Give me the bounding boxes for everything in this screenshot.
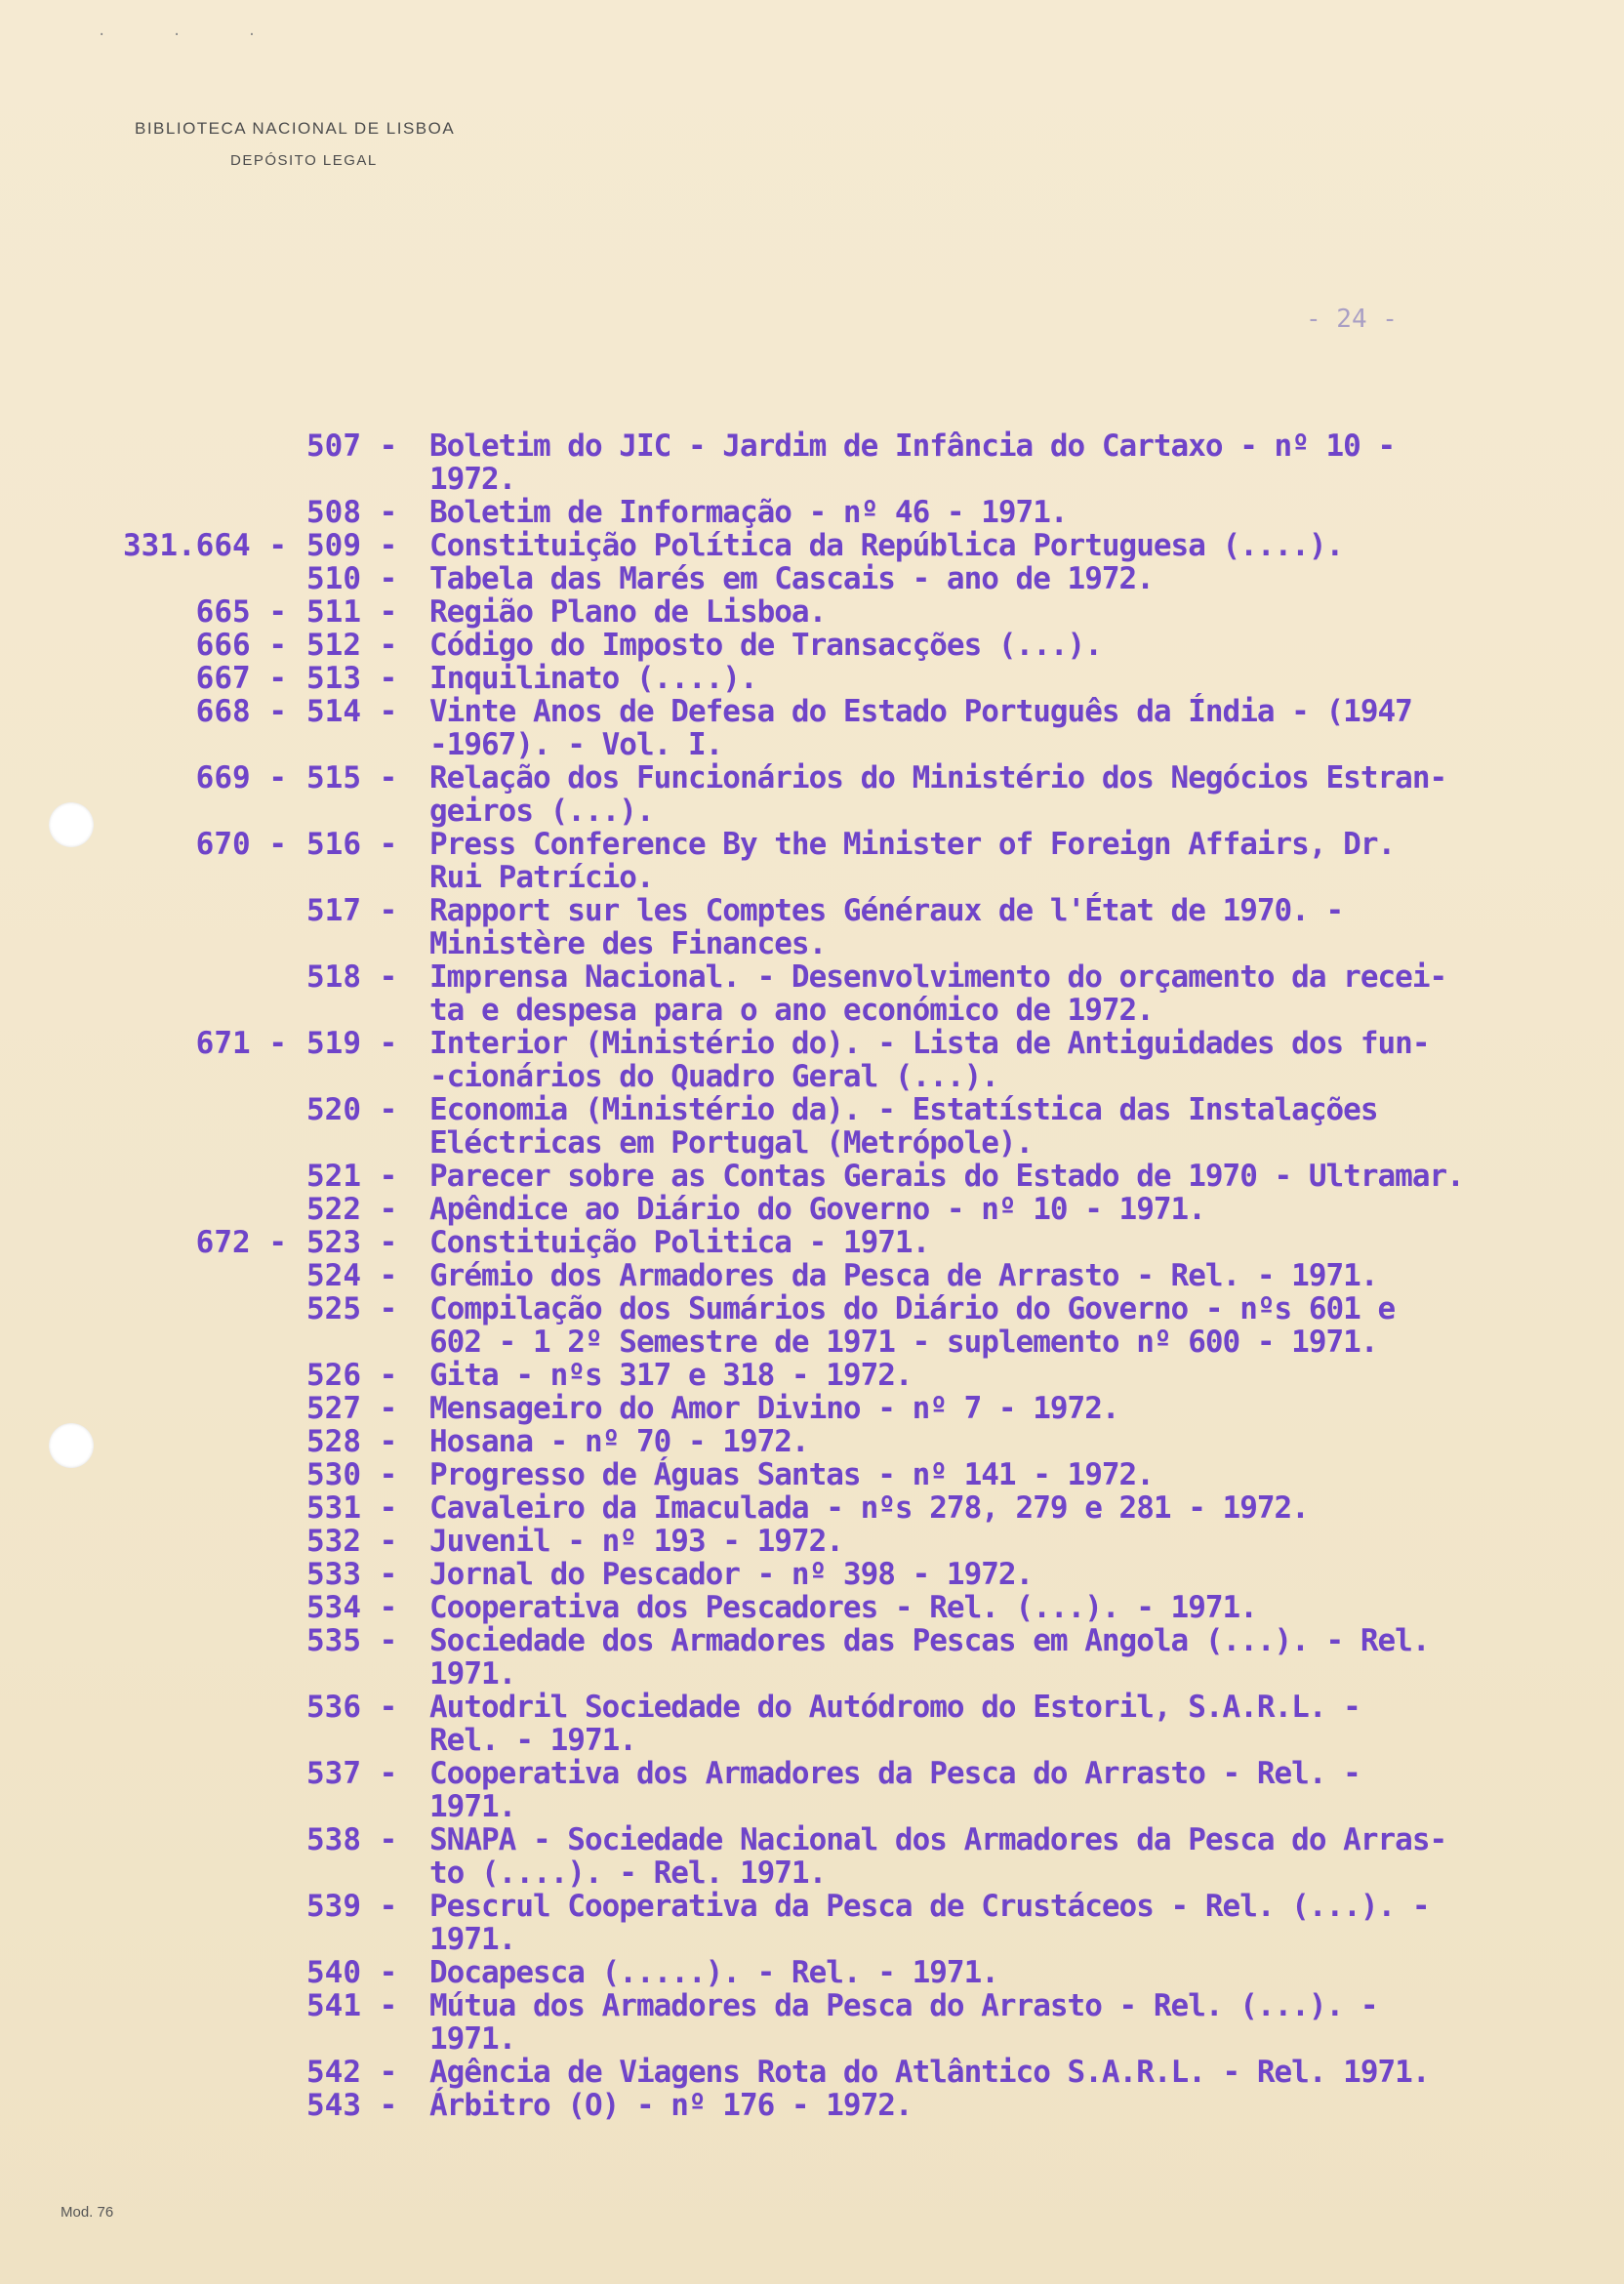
entry-number: 535 - (306, 1623, 398, 1658)
entry-title: Juvenil - nº 193 - 1972. (429, 1524, 843, 1559)
entry-number: 541 - (306, 1988, 398, 2023)
entry-title: Constituição Politica - 1971. (429, 1225, 930, 1260)
form-code: Mod. 76 (61, 2204, 114, 2221)
list-item (0, 1226, 1624, 1259)
entry-number: 531 - (306, 1490, 398, 1526)
list-item (0, 1425, 1624, 1458)
list-item (0, 1823, 1624, 1890)
entry-title: Relação dos Funcionários do Ministério dos Negócios Estran- geiros (...). (429, 760, 1447, 829)
entry-number: 527 - (306, 1391, 398, 1426)
classification-number: 670 - (195, 827, 287, 862)
classification-number (0, 1193, 293, 1226)
list-item (0, 1591, 1624, 1624)
entry-number: 511 - (306, 594, 398, 630)
entry-title: Hosana - nº 70 - 1972. (429, 1424, 809, 1459)
entry-number: 521 - (306, 1159, 398, 1194)
paper-specks: · · · (98, 27, 286, 43)
entry-list (0, 429, 1624, 2122)
classification-number (0, 429, 293, 496)
entry-number: 543 - (306, 2088, 398, 2123)
list-item (0, 1558, 1624, 1591)
entry-number: 509 - (306, 528, 398, 563)
classification-number: 669 - (195, 760, 287, 795)
classification-number (0, 1757, 293, 1823)
classification-number (0, 1890, 293, 1956)
entry-title: Boletim do JIC - Jardim de Infância do Cartaxo - nº 10 - 1972. (429, 428, 1396, 497)
list-item (0, 529, 1624, 562)
entry-title: Agência de Viagens Rota do Atlântico S.A.R.L. - Rel. 1971. (429, 2055, 1430, 2090)
classification-number (0, 1624, 293, 1691)
entry-title: Imprensa Nacional. - Desenvolvimento do orçamento da recei- ta e despesa para o ano económico de 1972. (429, 959, 1447, 1028)
entry-title: Código do Imposto de Transacções (...). (429, 628, 1102, 663)
entry-title: Tabela das Marés em Cascais - ano de 1972. (429, 561, 1154, 596)
classification-number (0, 1491, 293, 1525)
entry-title: SNAPA - Sociedade Nacional dos Armadores da Pesca do Arras- to (....). - Rel. 1971. (429, 1822, 1447, 1891)
classification-number (0, 1425, 293, 1458)
entry-title: Jornal do Pescador - nº 398 - 1972. (429, 1557, 1034, 1592)
classification-number (0, 2089, 293, 2122)
list-item (0, 960, 1624, 1027)
entry-number: 507 - (306, 428, 398, 464)
classification-number (0, 1558, 293, 1591)
classification-number (0, 1691, 293, 1757)
entry-number: 523 - (306, 1225, 398, 1260)
entry-number: 528 - (306, 1424, 398, 1459)
list-item (0, 1392, 1624, 1425)
classification-number (0, 1823, 293, 1890)
entry-number: 536 - (306, 1690, 398, 1725)
list-item (0, 695, 1624, 761)
classification-number (0, 894, 293, 960)
entry-number: 519 - (306, 1026, 398, 1061)
entry-title: Árbitro (O) - nº 176 - 1972. (429, 2088, 913, 2123)
entry-number: 514 - (306, 694, 398, 729)
classification-number (0, 1458, 293, 1491)
list-item (0, 496, 1624, 529)
department-name: DEPÓSITO LEGAL (230, 152, 378, 169)
entry-number: 542 - (306, 2055, 398, 2090)
list-item (0, 1890, 1624, 1956)
entry-title: Sociedade dos Armadores das Pescas em Angola (...). - Rel. 1971. (429, 1623, 1430, 1692)
classification-number (0, 1292, 293, 1359)
classification-number (0, 1989, 293, 2056)
entry-number: 508 - (306, 495, 398, 530)
entry-title: Progresso de Águas Santas - nº 141 - 1972. (429, 1457, 1154, 1492)
institution-name: BIBLIOTECA NACIONAL DE LISBOA (135, 119, 456, 138)
entry-title: Região Plano de Lisboa. (429, 594, 827, 630)
classification-number (0, 1259, 293, 1292)
list-item (0, 1259, 1624, 1292)
entry-number: 533 - (306, 1557, 398, 1592)
list-item (0, 1359, 1624, 1392)
entry-title: Grémio dos Armadores da Pesca de Arrasto - Rel. - 1971. (429, 1258, 1378, 1293)
entry-title: Docapesca (.....). - Rel. - 1971. (429, 1955, 998, 1990)
entry-title: Parecer sobre as Contas Gerais do Estado de 1970 - Ultramar. (429, 1159, 1464, 1194)
list-item (0, 761, 1624, 828)
entry-title: Constituição Política da República Portuguesa (....). (429, 528, 1344, 563)
entry-title: Vinte Anos de Defesa do Estado Português da Índia - (1947 -1967). - Vol. I. (429, 694, 1412, 762)
entry-number: 522 - (306, 1192, 398, 1227)
list-item (0, 2056, 1624, 2089)
classification-number (0, 960, 293, 1027)
entry-number: 515 - (306, 760, 398, 795)
classification-number: 668 - (195, 694, 287, 729)
classification-number (0, 1525, 293, 1558)
entry-title: Economia (Ministério da). - Estatística das Instalações Eléctricas em Portugal (Metrópole). (429, 1092, 1378, 1161)
list-item (0, 1093, 1624, 1160)
list-item (0, 1691, 1624, 1757)
entry-title: Inquilinato (....). (429, 661, 757, 696)
entry-title: Mútua dos Armadores da Pesca do Arrasto - Rel. (...). - 1971. (429, 1988, 1378, 2057)
entry-title: Cavaleiro da Imaculada - nºs 278, 279 e 281 - 1972. (429, 1490, 1309, 1526)
list-item (0, 629, 1624, 662)
list-item (0, 2089, 1624, 2122)
list-item (0, 562, 1624, 595)
entry-number: 530 - (306, 1457, 398, 1492)
classification-number: 665 - (195, 594, 287, 630)
entry-number: 525 - (306, 1291, 398, 1326)
entry-number: 513 - (306, 661, 398, 696)
page-number: - 24 - (1306, 305, 1398, 334)
classification-number (0, 1359, 293, 1392)
entry-title: Mensageiro do Amor Divino - nº 7 - 1972. (429, 1391, 1119, 1426)
entry-number: 516 - (306, 827, 398, 862)
list-item (0, 1458, 1624, 1491)
entry-number: 537 - (306, 1756, 398, 1791)
entry-number: 512 - (306, 628, 398, 663)
classification-number: 667 - (195, 661, 287, 696)
list-item (0, 1525, 1624, 1558)
list-item (0, 595, 1624, 629)
entry-title: Gita - nºs 317 e 318 - 1972. (429, 1358, 913, 1393)
classification-number (0, 1956, 293, 1989)
list-item (0, 662, 1624, 695)
classification-number: 672 - (195, 1225, 287, 1260)
classification-number (0, 1093, 293, 1160)
entry-title: Rapport sur les Comptes Généraux de l'État de 1970. - Ministère des Finances. (429, 893, 1344, 961)
entry-number: 526 - (306, 1358, 398, 1393)
list-item (0, 1292, 1624, 1359)
entry-title: Interior (Ministério do). - Lista de Antiguidades dos fun- -cionários do Quadro Geral (...). (429, 1026, 1430, 1094)
entry-title: Boletim de Informação - nº 46 - 1971. (429, 495, 1068, 530)
letterhead (135, 119, 455, 169)
entry-number: 540 - (306, 1955, 398, 1990)
list-item (0, 1193, 1624, 1226)
entry-title: Apêndice ao Diário do Governo - nº 10 - 1971. (429, 1192, 1205, 1227)
classification-number: 331.664 - (123, 528, 287, 563)
list-item (0, 1027, 1624, 1093)
list-item (0, 1491, 1624, 1525)
classification-number: 666 - (195, 628, 287, 663)
list-item (0, 828, 1624, 894)
entry-number: 517 - (306, 893, 398, 928)
entry-title: Cooperativa dos Armadores da Pesca do Arrasto - Rel. - 1971. (429, 1756, 1360, 1824)
entry-title: Autodril Sociedade do Autódromo do Estoril, S.A.R.L. - Rel. - 1971. (429, 1690, 1360, 1758)
list-item (0, 1757, 1624, 1823)
list-item (0, 1160, 1624, 1193)
list-item (0, 894, 1624, 960)
classification-number (0, 1591, 293, 1624)
entry-number: 534 - (306, 1590, 398, 1625)
list-item (0, 1989, 1624, 2056)
classification-number (0, 1392, 293, 1425)
entry-title: Cooperativa dos Pescadores - Rel. (...). - 1971. (429, 1590, 1257, 1625)
entry-title: Pescrul Cooperativa da Pesca de Crustáceos - Rel. (...). - 1971. (429, 1889, 1430, 1957)
classification-number (0, 562, 293, 595)
list-item (0, 1624, 1624, 1691)
entry-number: 518 - (306, 959, 398, 995)
list-item (0, 1956, 1624, 1989)
list-item (0, 429, 1624, 496)
entry-number: 520 - (306, 1092, 398, 1127)
entry-number: 524 - (306, 1258, 398, 1293)
classification-number (0, 496, 293, 529)
entry-number: 539 - (306, 1889, 398, 1924)
entry-title: Press Conference By the Minister of Foreign Affairs, Dr. Rui Patrício. (429, 827, 1396, 895)
classification-number (0, 2056, 293, 2089)
classification-number (0, 1160, 293, 1193)
classification-number: 671 - (195, 1026, 287, 1061)
entry-number: 538 - (306, 1822, 398, 1857)
entry-title: Compilação dos Sumários do Diário do Governo - nºs 601 e 602 - 1 2º Semestre de 1971 - suplemento nº 600 - 1971. (429, 1291, 1396, 1360)
entry-number: 510 - (306, 561, 398, 596)
entry-number: 532 - (306, 1524, 398, 1559)
